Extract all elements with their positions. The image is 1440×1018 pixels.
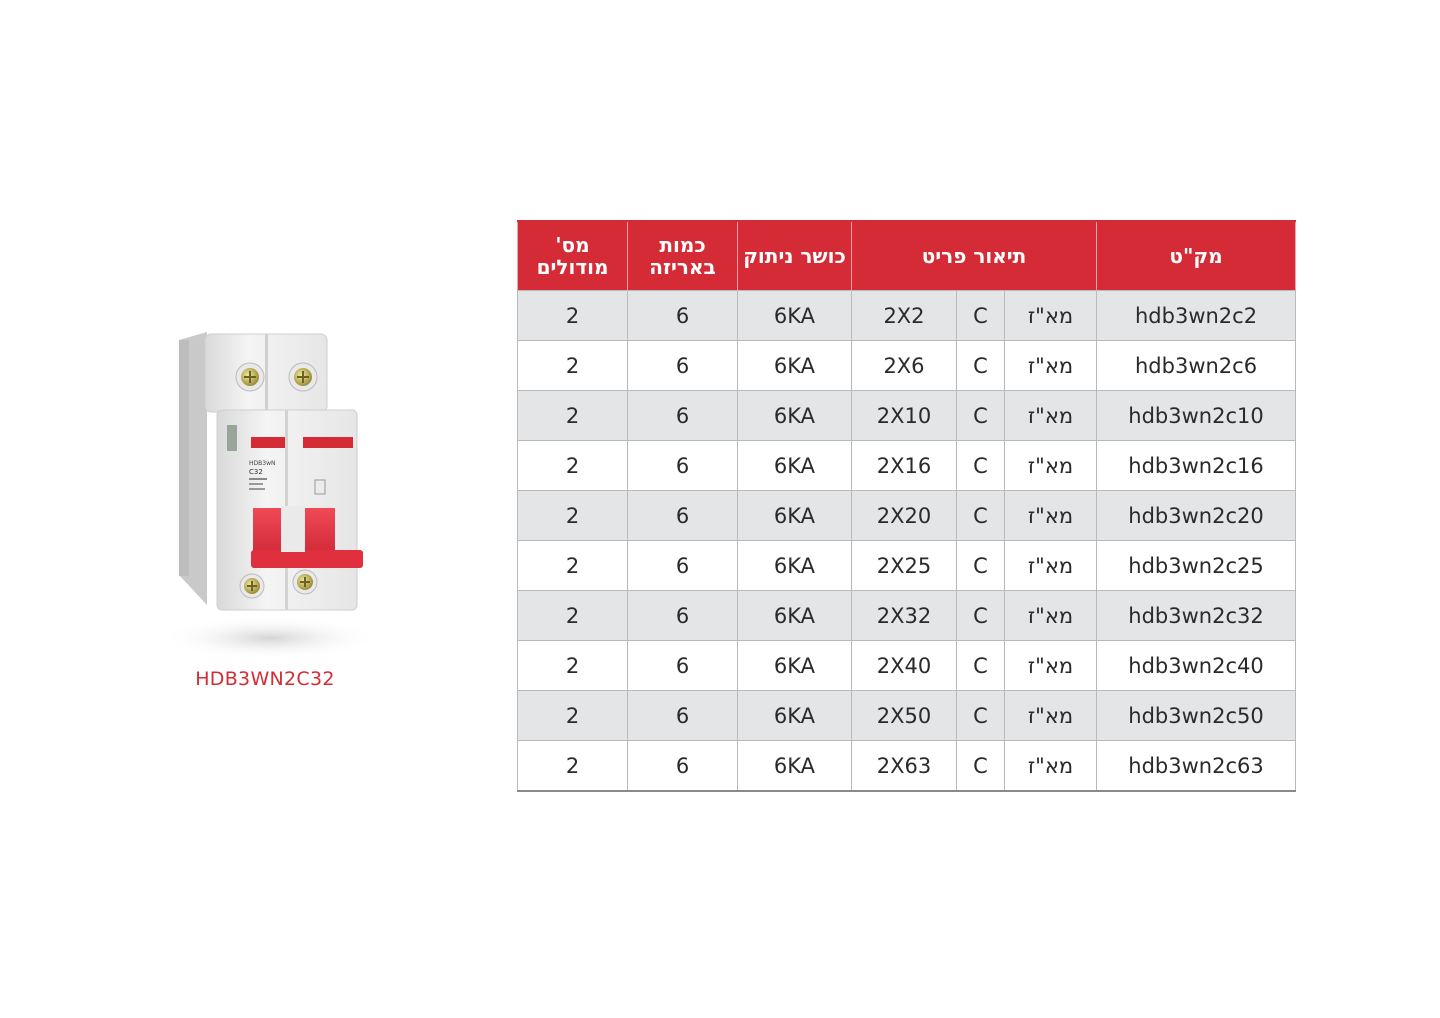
table-row [518,591,1296,641]
cell-sku: hdb3wn2c32 [1097,591,1296,641]
cell-poles: 2X63 [852,741,957,792]
cell-sku: hdb3wn2c63 [1097,741,1296,792]
cell-capacity: 6KA [738,741,852,792]
cell-poles: 2X10 [852,391,957,441]
header-sku: מק"ט [1097,221,1296,291]
header-modules: מס' מודולים [518,221,628,291]
table-row [518,491,1296,541]
header-breaking-capacity: כושר ניתוק [738,221,852,291]
svg-text:HDB3wN: HDB3wN [249,460,276,467]
cell-modules: 2 [518,541,628,591]
product-caption: HDB3WN2C32 [195,668,335,690]
cell-capacity: 6KA [738,591,852,641]
cell-capacity: 6KA [738,541,852,591]
product-spec-table [517,220,1296,792]
cell-type: מא"ז [1005,391,1097,441]
cell-pack: 6 [628,591,738,641]
cell-pack: 6 [628,291,738,341]
cell-pack: 6 [628,391,738,441]
cell-sku: hdb3wn2c2 [1097,291,1296,341]
table-row [518,691,1296,741]
table-row [518,341,1296,391]
cell-type: מא"ז [1005,591,1097,641]
cell-sku: hdb3wn2c6 [1097,341,1296,391]
cell-capacity: 6KA [738,441,852,491]
cell-type: מא"ז [1005,741,1097,792]
cell-poles: 2X40 [852,641,957,691]
cell-pack: 6 [628,691,738,741]
cell-type: מא"ז [1005,691,1097,741]
cell-modules: 2 [518,441,628,491]
cell-curve: C [957,691,1005,741]
cell-sku: hdb3wn2c40 [1097,641,1296,691]
cell-poles: 2X16 [852,441,957,491]
cell-type: מא"ז [1005,341,1097,391]
cell-poles: 2X20 [852,491,957,541]
product-image [165,320,385,660]
cell-curve: C [957,491,1005,541]
cell-capacity: 6KA [738,641,852,691]
cell-modules: 2 [518,341,628,391]
cell-capacity: 6KA [738,341,852,391]
cell-curve: C [957,441,1005,491]
cell-type: מא"ז [1005,441,1097,491]
cell-sku: hdb3wn2c50 [1097,691,1296,741]
table-row [518,641,1296,691]
cell-pack: 6 [628,491,738,541]
table-row [518,541,1296,591]
cell-modules: 2 [518,591,628,641]
cell-capacity: 6KA [738,491,852,541]
cell-poles: 2X6 [852,341,957,391]
cell-sku: hdb3wn2c16 [1097,441,1296,491]
table-row [518,441,1296,491]
cell-type: מא"ז [1005,541,1097,591]
cell-sku: hdb3wn2c20 [1097,491,1296,541]
cell-sku: hdb3wn2c25 [1097,541,1296,591]
cell-sku: hdb3wn2c10 [1097,391,1296,441]
cell-modules: 2 [518,391,628,441]
cell-pack: 6 [628,541,738,591]
cell-modules: 2 [518,291,628,341]
table-header-row [518,221,1296,291]
cell-type: מא"ז [1005,291,1097,341]
table-row [518,291,1296,341]
cell-modules: 2 [518,491,628,541]
header-pack-qty: כמות באריזה [628,221,738,291]
cell-modules: 2 [518,641,628,691]
circuit-breaker-illustration [165,320,385,660]
cell-capacity: 6KA [738,691,852,741]
cell-curve: C [957,641,1005,691]
cell-curve: C [957,341,1005,391]
cell-poles: 2X32 [852,591,957,641]
table-row [518,391,1296,441]
cell-curve: C [957,591,1005,641]
cell-capacity: 6KA [738,391,852,441]
cell-curve: C [957,291,1005,341]
cell-pack: 6 [628,341,738,391]
cell-poles: 2X2 [852,291,957,341]
cell-pack: 6 [628,641,738,691]
cell-curve: C [957,541,1005,591]
cell-curve: C [957,741,1005,792]
svg-text:C32: C32 [249,468,263,476]
table-row [518,741,1296,792]
cell-curve: C [957,391,1005,441]
cell-modules: 2 [518,691,628,741]
cell-type: מא"ז [1005,641,1097,691]
cell-type: מא"ז [1005,491,1097,541]
cell-pack: 6 [628,741,738,792]
cell-pack: 6 [628,441,738,491]
cell-modules: 2 [518,741,628,792]
cell-capacity: 6KA [738,291,852,341]
header-description: תיאור פריט [852,221,1097,291]
cell-poles: 2X25 [852,541,957,591]
cell-poles: 2X50 [852,691,957,741]
